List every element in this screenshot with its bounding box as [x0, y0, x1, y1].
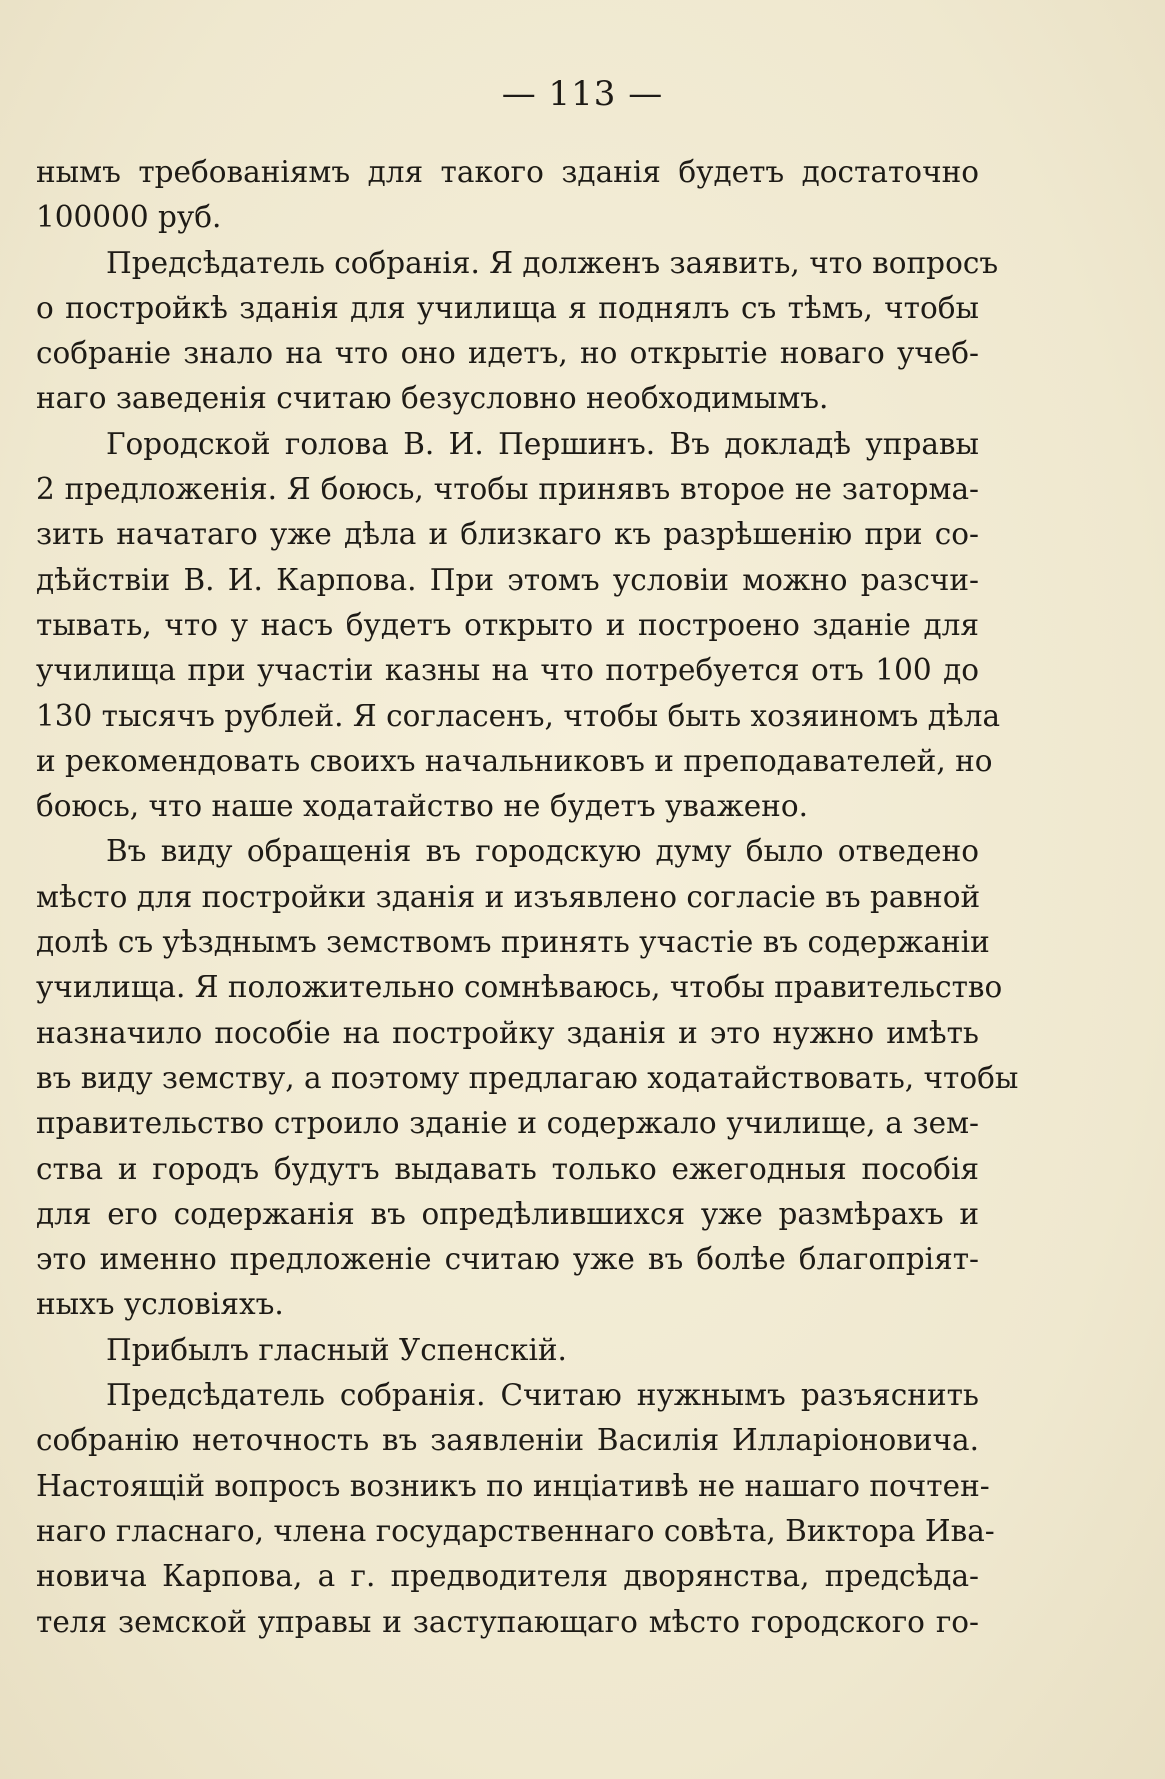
text-line: Настоящій вопросъ возникъ по инціативѣ не нашаго почтен- [36, 1468, 990, 1503]
text-line: наго заведенія считаю безусловно необходимымъ. [36, 381, 829, 416]
text-line: училища при участіи казны на что потребуется отъ 100 до [36, 653, 979, 688]
page-number: — 113 — [501, 74, 664, 114]
text-line: 2 предложенія. Я боюсь, чтобы принявъ второе не заторма- [36, 472, 979, 507]
text-line: собраніе знало на что оно идетъ, но открытіе новаго учеб- [36, 336, 979, 371]
text-line: Прибылъ гласный Успенскій. [106, 1332, 567, 1367]
text-line: ства и городъ будутъ выдавать только ежегодныя пособія [36, 1151, 979, 1186]
text-line: о постройкѣ зданія для училища я поднялъ съ тѣмъ, чтобы [36, 290, 979, 325]
text-line: собранію неточность въ заявленіи Василія Илларіоновича. [36, 1423, 979, 1458]
text-line: теля земской управы и заступающаго мѣсто городского го- [36, 1604, 979, 1639]
text-line: 130 тысячъ рублей. Я согласенъ, чтобы быть хозяиномъ дѣла [36, 698, 1001, 733]
text-line: назначило пособіе на постройку зданія и это нужно имѣть [36, 1015, 979, 1050]
text-line: долѣ съ уѣзднымъ земствомъ принять участіе въ содержаніи [36, 925, 990, 960]
text-line: нымъ требованіямъ для такого зданія будетъ достаточно [36, 155, 979, 189]
text-line: Городской голова В. И. Першинъ. Въ докладѣ управы [106, 426, 979, 461]
text-line: Предсѣдатель собранія. Я долженъ заявить, что вопросъ [106, 245, 999, 280]
text-line: дѣйствіи В. И. Карпова. При этомъ условіи можно разсчи- [36, 562, 979, 597]
text-line: правительство строило зданіе и содержало училище, а зем- [36, 1106, 979, 1141]
text-line: боюсь, что наше ходатайство не будетъ уважено. [36, 789, 808, 824]
text-line: Предсѣдатель собранія. Считаю нужнымъ разъяснить [106, 1378, 979, 1413]
text-line: это именно предложеніе считаю уже въ болѣе благопріят- [36, 1242, 979, 1277]
text-line: Въ виду обращенія въ городскую думу было отведено [106, 834, 979, 869]
text-line: наго гласнаго, члена государственнаго совѣта, Виктора Ива- [36, 1513, 995, 1548]
text-line: въ виду земству, а поэтому предлагаю ходатайствовать, чтобы [36, 1060, 1019, 1095]
text-line: новича Карпова, а г. предводителя дворянства, предсѣда- [36, 1559, 979, 1594]
text-line: зить начатаго уже дѣла и близкаго къ разрѣшенію при со- [36, 517, 979, 552]
text-line: училища. Я положительно сомнѣваюсь, чтобы правительство [36, 970, 1003, 1005]
text-line: мѣсто для постройки зданія и изъявлено согласіе въ равной [36, 879, 981, 914]
text-line: ныхъ условіяхъ. [36, 1287, 284, 1322]
text-line: для его содержанія въ опредѣлившихся уже размѣрахъ и [36, 1196, 979, 1231]
text-line: и рекомендовать своихъ начальниковъ и преподавателей, но [36, 743, 993, 778]
body-text [36, 150, 1019, 1645]
text-line: тывать, что у насъ будетъ открыто и построено зданіе для [36, 607, 979, 642]
text-line: 100000 руб. [36, 200, 222, 235]
